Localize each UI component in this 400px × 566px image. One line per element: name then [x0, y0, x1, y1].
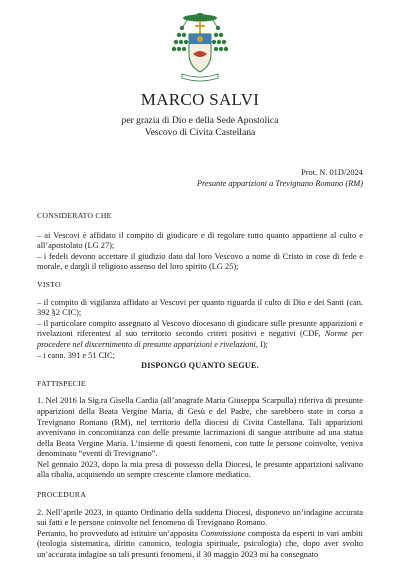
- visto-item-2-text-b: , I);: [255, 339, 268, 349]
- document-body: [37, 211, 363, 561]
- section-label-considerato: CONSIDERATO CHE: [37, 211, 112, 220]
- bishop-title-line1: per grazia di Dio e della Sede Apostolica: [121, 115, 279, 126]
- visto-item-2-text-a: – il particolare compito assegnato al Vescovo diocesano di giudicare sulle presunte apparizioni e rivelazioni riferentesi al suo territorio secondo criteri positivi e negativi (CDF,: [37, 318, 363, 339]
- procedura-paragraph-2: [37, 529, 363, 561]
- procedura-paragraph-2-text-b: composta da esperti in vari ambiti (teologia sistematica, diritto canonico, teologia spirituale, psicologia) che, dopo aver svolto un’accurata indagine su tali presunti fenomeni, il 30 maggio 2023 mi ha consegnato: [37, 528, 363, 560]
- visto-item-1: – il compito di vigilanza affidato ai Vescovi per quanto riguarda il culto di Dio e dei Santi (can. 392 §2 CIC);: [37, 297, 363, 318]
- protocol-number: Prot. N. 01D/2024: [301, 168, 363, 177]
- protocol-subject: Presunte apparizioni a Trevignano Romano (RM): [196, 179, 363, 188]
- bishop-name: MARCO SALVI: [140, 90, 260, 109]
- considerato-item-2: – i fedeli devono accettare il giudizio dato dal loro Vescovo a nome di Cristo in cose di fede e morale, e dargli il religioso assenso del loro spirito (LG 25);: [37, 251, 363, 272]
- procedura-paragraph-1: 2. Nell’aprile 2023, in quanto Ordinario della suddetta Diocesi, disponevo un’indagine accurata sui fatti e le persone coinvolte nel fenomeno di Trevignano Romano.: [37, 507, 363, 528]
- visto-item-2: [37, 319, 363, 351]
- protocol-block: [197, 167, 363, 189]
- dispongo-heading: DISPONGO QUANTO SEGUE.: [141, 361, 259, 371]
- visto-item-3: – i cann. 391 e 51 CIC;: [37, 350, 115, 360]
- considerato-item-1: – ai Vescovi è affidato il compito di giudicare e di regolare tutto quanto appartiene al culto e all’apostolato (LG 27);: [37, 230, 363, 251]
- bishop-title-line2: Vescovo di Civita Castellana: [144, 127, 256, 138]
- episcopal-coat-of-arms-icon: [170, 10, 230, 82]
- section-label-visto: VISTO: [37, 279, 61, 289]
- document-header: [0, 90, 400, 139]
- section-label-procedura: PROCEDURA: [37, 490, 87, 500]
- procedura-paragraph-2-text-a: Pertanto, ho provveduto ad istituire un’apposita: [37, 528, 201, 538]
- visto-item-2-italic: Norme per procedere nel discernimento di presunte apparizioni e rivelazioni: [37, 329, 363, 349]
- procedura-paragraph-2-italic: Commissione: [200, 528, 246, 538]
- fattispecie-paragraph-2: Nel gennaio 2023, dopo la mia presa di possesso della Diocesi, le presunte apparizioni salivano alla ribalta, acquisendo un sempre crescente clamore mediatico.: [37, 459, 363, 480]
- section-label-fattispecie: FATTISPECIE: [37, 378, 86, 388]
- fattispecie-paragraph-1: 1. Nel 2016 la Sig.ra Gisella Cardia (all’anagrafe Maria Giuseppa Scarpulla) riferiva di presunte apparizioni della Beata Vergine Maria, di Gesù e del Padre, che sarebbero state in corso a Trevignano Romano (RM), nel territorio della diocesi di Civita Castellana. Tali apparizioni avvenivano in concomitanza con delle presunte lacrimazioni di sangue attribuite ad una statua della Beata Vergine Maria. L’insieme di questi fenomeni, con tutte le persone coinvolte, veniva denominato “eventi di Trevignano”.: [37, 396, 363, 459]
